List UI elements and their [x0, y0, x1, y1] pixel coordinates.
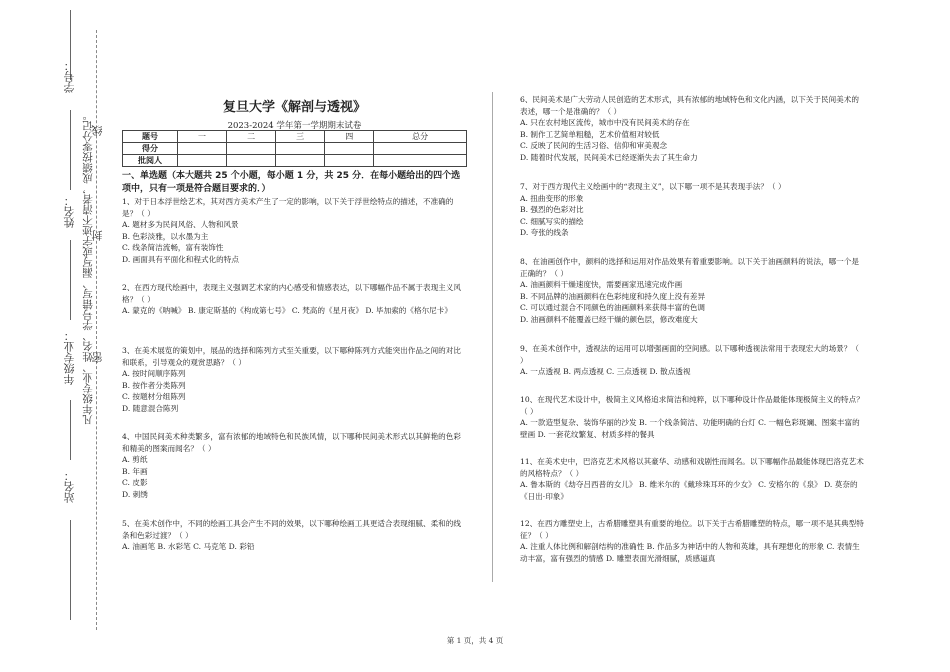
option-a[interactable]: A. 扭曲变形的形象	[520, 193, 584, 203]
option-c[interactable]: C. 按题材分组陈列	[122, 392, 186, 401]
name-line	[70, 240, 71, 320]
option-a[interactable]: A. 只在农村地区流传，城市中没有民间美术的存在	[520, 118, 690, 127]
question-9	[520, 343, 865, 378]
option-b[interactable]: B. 色彩淡雅，以水墨为主	[122, 231, 209, 241]
question-stem: 12、在西方雕塑史上，古希腊雕塑具有重要的地位。以下关于古希腊雕塑的特点，哪一项不是其典型特征？（ ）	[520, 519, 864, 540]
line-mark-xian: 线	[91, 125, 104, 136]
reviewer-cell[interactable]	[374, 155, 467, 167]
option-c[interactable]: C. 皮影	[122, 478, 148, 487]
score-cell[interactable]	[374, 143, 467, 155]
option-d[interactable]: D. 画面具有平面化和程式化的特点	[122, 254, 239, 264]
binding-instruction: 凡年级专业、姓名、学号错写、漏写或字迹不清者，成绩按零分记。	[82, 110, 94, 425]
question-stem: 4、中国民间美术种类繁多，富有浓郁的地域特色和民族风情，以下哪种民间美术形式以其鲜艳的色彩和精美的图案而闻名？（ ）	[122, 432, 461, 453]
option-b[interactable]: B. 强烈的色彩对比	[520, 205, 584, 214]
student-id-line	[70, 110, 71, 190]
binding-margin	[0, 0, 120, 672]
question-6	[520, 94, 865, 163]
option-a[interactable]: A. 题材多为民间风俗、人物和风景	[122, 220, 239, 229]
question-stem: 10、在现代艺术设计中，极简主义风格追求简洁和纯粹，以下哪种设计作品最能体现极简主义的特点？（ ）	[520, 395, 864, 416]
reviewer-cell[interactable]	[325, 155, 374, 167]
option-c[interactable]: C. 可以通过混合不同颜色的油画颜料来获得丰富的色调	[520, 303, 706, 312]
option-a[interactable]: A. 剪纸	[122, 455, 148, 464]
option-b[interactable]: B. 不同品牌的油画颜料在色彩纯度和持久度上没有差异	[520, 291, 706, 301]
section-one-heading: 一、单选题（本大题共 25 个小题，每小题 1 分，共 25 分．在每小题给出的四个选项中，只有一项是符合题目要求的．）	[122, 171, 461, 194]
score-header-cell: 一	[178, 131, 227, 143]
school-line	[70, 520, 71, 620]
reviewer-row	[123, 155, 467, 167]
school-label: 站名：	[63, 470, 76, 503]
column-divider	[492, 92, 493, 582]
major-line	[70, 400, 71, 460]
score-header-cell: 题号	[123, 131, 178, 143]
name-label: 姓名：	[63, 195, 76, 228]
question-stem: 2、在西方现代绘画中，表现主义强调艺术家的内心感受和情感表达，以下哪幅作品不属于表现主义风格？（ ）	[122, 283, 461, 304]
option-d[interactable]: D. 夸张的线条	[520, 228, 569, 237]
options-inline[interactable]: A. 油画笔 B. 水彩笔 C. 马克笔 D. 彩铅	[122, 542, 255, 551]
question-7	[520, 181, 865, 239]
score-cell[interactable]	[325, 143, 374, 155]
question-stem: 1、对于日本浮世绘艺术，其对西方美术产生了一定的影响，以下关于浮世绘特点的描述，不准确的是？（ ）	[122, 197, 454, 218]
reviewer-cell[interactable]	[276, 155, 325, 167]
score-table	[122, 130, 467, 167]
exam-title: 复旦大学《解剖与透视》	[222, 100, 366, 115]
exam-subtitle: 2023-2024 学年第一学期期末试卷	[227, 121, 362, 131]
reviewer-row-label: 批阅人	[123, 155, 178, 167]
score-table-header-row	[123, 131, 467, 143]
question-1	[122, 196, 467, 265]
page-number: 第 1 页，共 4 页	[446, 636, 504, 645]
question-stem: 8、在油画创作中，颜料的选择和运用对作品效果有着重要影响。以下关于油画颜料的说法，哪一个是正确的？（ ）	[520, 257, 859, 278]
question-stem: 9、在美术创作中，透视法的运用可以增强画面的空间感。以下哪种透视法常用于表现宏大的场景？（ ）	[520, 344, 859, 365]
score-row	[123, 143, 467, 155]
question-stem: 7、对于西方现代主义绘画中的“表现主义”，以下哪一项不是其表现手法？（ ）	[520, 182, 786, 191]
option-d[interactable]: D. 随着时代发展，民间美术已经逐渐失去了其生命力	[520, 152, 698, 162]
student-id-label: 学号：	[63, 60, 76, 93]
major-label: 年级专业：	[63, 330, 76, 385]
binding-cut-line	[96, 30, 97, 630]
option-d[interactable]: D. 刺绣	[122, 489, 148, 499]
score-row-label: 得分	[123, 143, 178, 155]
option-c[interactable]: C. 反映了民间的生活习俗、信仰和审美观念	[520, 141, 668, 150]
question-stem: 5、在美术创作中，不同的绘画工具会产生不同的效果，以下哪种绘画工具更适合表现细腻、柔和的线条和色彩过渡？（ ）	[122, 519, 461, 540]
options-inline[interactable]: A. 注重人体比例和解剖结构的准确性 B. 作品多为神话中的人物和英雄，具有理想化的形象 C. 表情生动丰富，富有强烈的情感 D. 雕塑表面光滑细腻，质感逼真	[520, 542, 860, 563]
question-4	[122, 431, 467, 500]
score-cell[interactable]	[276, 143, 325, 155]
option-c[interactable]: C. 细腻写实的描绘	[520, 216, 584, 226]
question-stem: 6、民间美术是广大劳动人民创造的艺术形式，具有浓郁的地域特色和文化内涵，以下关于民间美术的表述，哪一个是准确的？（ ）	[520, 95, 859, 116]
score-cell[interactable]	[178, 143, 227, 155]
option-b[interactable]: B. 按作者分类陈列	[122, 380, 186, 390]
question-stem: 11、在美术史中，巴洛克艺术风格以其豪华、动感和戏剧性而闻名。以下哪幅作品最能体现巴洛克艺术的风格特点？（ ）	[520, 457, 864, 478]
option-a[interactable]: A. 油画颜料干燥速度快，需要画家迅速完成作画	[520, 280, 683, 289]
question-12	[520, 518, 865, 564]
options-inline[interactable]: A. 鲁本斯的《劫夺吕西普的女儿》 B. 维米尔的《戴珍珠耳环的少女》 C. 安格尔的《泉》 D. 莫奈的《日出·印象》	[520, 480, 858, 501]
reviewer-cell[interactable]	[178, 155, 227, 167]
line-mark-mi: 密	[91, 352, 104, 363]
option-a[interactable]: A. 按时间顺序陈列	[122, 369, 186, 378]
options-inline[interactable]: A. 一款造型复杂、装饰华丽的沙发 B. 一个线条简洁、功能明确的台灯 C. 一幅色彩斑斓、图案丰富的壁画 D. 一套花纹繁复、材质多样的餐具	[520, 418, 860, 439]
line-mark-feng: 封	[91, 230, 104, 241]
question-2	[122, 282, 467, 317]
question-8	[520, 256, 865, 325]
options-inline[interactable]: A. 一点透视 B. 两点透视 C. 三点透视 D. 散点透视	[520, 367, 691, 376]
score-header-cell: 总分	[374, 131, 467, 143]
reviewer-cell[interactable]	[227, 155, 276, 167]
score-header-cell: 三	[276, 131, 325, 143]
question-11	[520, 456, 865, 502]
score-cell[interactable]	[227, 143, 276, 155]
option-b[interactable]: B. 制作工艺简单粗糙，艺术价值相对较低	[520, 129, 660, 139]
question-10	[520, 394, 865, 440]
option-c[interactable]: C. 线条简洁流畅，富有装饰性	[122, 243, 224, 252]
option-d[interactable]: D. 油画颜料不能覆盖已经干燥的颜色层，修改难度大	[520, 314, 698, 324]
options-inline[interactable]: A. 蒙克的《呐喊》 B. 康定斯基的《构成第七号》 C. 梵高的《星月夜》 D. 毕加索的《格尔尼卡》	[122, 306, 452, 315]
question-3	[122, 345, 467, 414]
score-header-cell: 四	[325, 131, 374, 143]
question-5	[122, 518, 467, 553]
option-d[interactable]: D. 随意混合陈列	[122, 403, 179, 413]
option-b[interactable]: B. 年画	[122, 466, 148, 476]
score-header-cell: 二	[227, 131, 276, 143]
question-stem: 3、在美术展览的策划中，展品的选择和陈列方式至关重要，以下哪种陈列方式能突出作品之间的对比和联系，引导观众的观赏思路？（ ）	[122, 346, 461, 367]
